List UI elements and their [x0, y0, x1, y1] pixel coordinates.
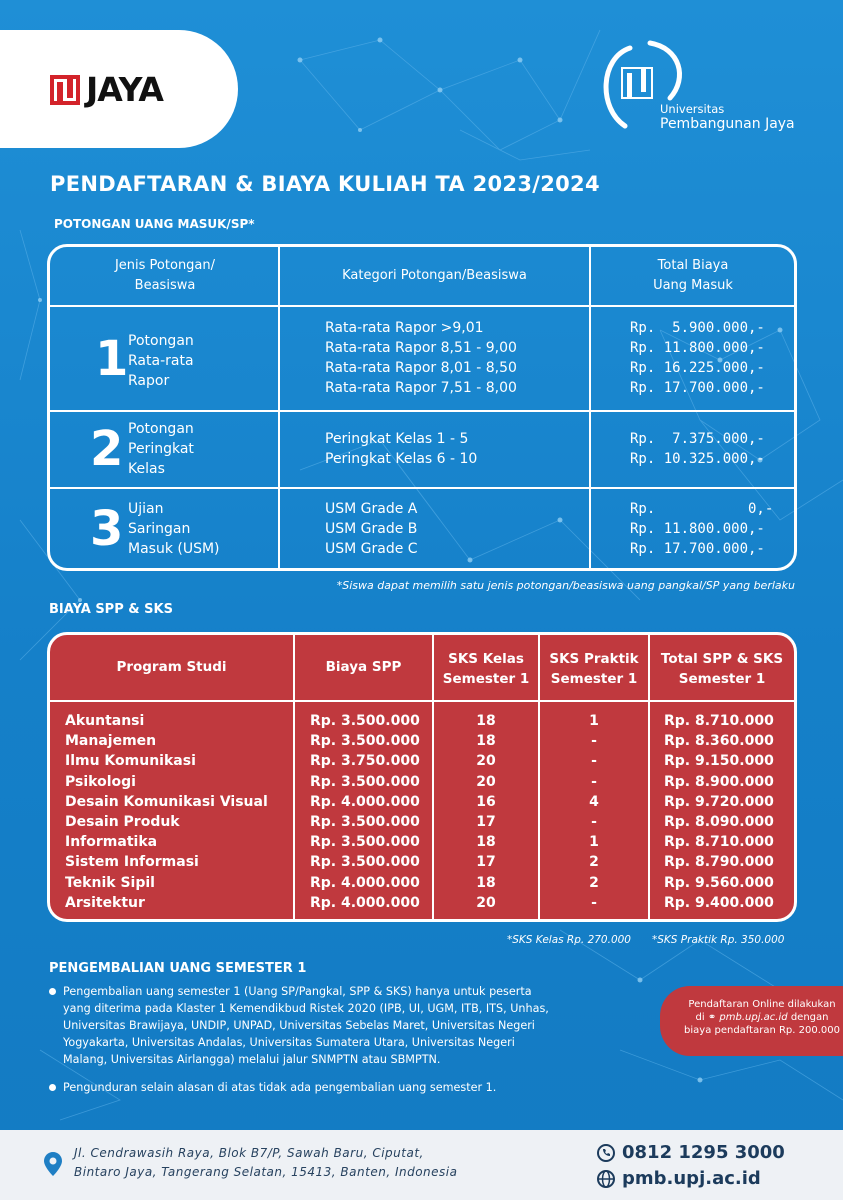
biaya-cell: Rp. 4.000.000: [310, 874, 420, 891]
divider: [278, 247, 280, 568]
header-sks-kelas-line2: Semester 1: [442, 671, 530, 687]
bullet-line: Pengunduran selain alasan di atas tidak ada pengembalian uang semester 1.: [63, 1081, 497, 1094]
total-cell: Rp. 9.150.000: [664, 753, 774, 770]
sks-kelas-column: [434, 711, 538, 913]
bullet-dot-icon: [49, 1084, 56, 1091]
header-total: [650, 649, 794, 689]
prodi-cell: Manajemen: [65, 733, 157, 750]
bullet-item: [49, 983, 549, 1068]
footer: [0, 1130, 843, 1200]
prodi-cell: Teknik Sipil: [65, 874, 155, 891]
sks-praktik-column: [540, 711, 648, 913]
header-sks-kelas-line1: SKS Kelas: [448, 651, 524, 667]
row-label-line: Saringan: [128, 521, 191, 537]
row-label-line: Kelas: [128, 461, 165, 477]
registration-line1: Pendaftaran Online dilakukan: [688, 999, 836, 1010]
header-sks-praktik: [540, 649, 648, 689]
sks-kelas-cell: 20: [476, 753, 496, 770]
bullet-dot-icon: [49, 988, 56, 995]
cost-item: Rp. 10.325.000,-: [630, 451, 765, 467]
sks-kelas-cell: 18: [476, 834, 496, 851]
globe-icon: [596, 1169, 616, 1189]
header-total-line1: Total Biaya: [657, 258, 729, 273]
sks-kelas-cell: 16: [476, 793, 496, 810]
row-number: 3: [90, 501, 124, 557]
pengembalian-heading: PENGEMBALIAN UANG SEMESTER 1: [49, 961, 307, 976]
row-label-line: Peringkat: [128, 441, 194, 457]
upj-line1: Universitas: [660, 102, 725, 116]
row-number: 1: [95, 331, 129, 387]
header-jenis-line2: Beasiswa: [134, 278, 196, 293]
total-cell: Rp. 8.790.000: [664, 854, 774, 871]
upj-logo-text: [660, 102, 795, 132]
bullet-line: yang diterima pada Klaster 1 Kemendikbud Ristek 2020 (IPB, UI, UGM, ITB, ITS, Unhas,: [63, 1002, 549, 1015]
cost-item: Rp. 11.800.000,-: [630, 340, 765, 356]
prodi-cell: Desain Komunikasi Visual: [65, 793, 268, 810]
prodi-cell: Psikologi: [65, 773, 136, 790]
divider: [293, 635, 295, 919]
total-cell: Rp. 8.090.000: [664, 814, 774, 831]
header-total-line1: Total SPP & SKS: [660, 651, 784, 667]
page-title: PENDAFTARAN & BIAYA KULIAH TA 2023/2024: [50, 172, 600, 196]
total-cell: Rp. 8.900.000: [664, 773, 774, 790]
sks-kelas-note: *SKS Kelas Rp. 270.000: [507, 934, 631, 946]
category-item: Rata-rata Rapor >9,01: [325, 320, 484, 336]
sks-kelas-cell: 20: [476, 773, 496, 790]
jaya-mark-icon: [50, 75, 80, 105]
registration-line2: [682, 1011, 842, 1024]
prodi-column: [65, 711, 268, 913]
cost-item: Rp. 17.700.000,-: [630, 380, 765, 396]
category-item: Rata-rata Rapor 8,51 - 9,00: [325, 340, 517, 356]
potongan-table: [47, 244, 797, 571]
biaya-cell: Rp. 3.500.000: [310, 854, 420, 871]
biaya-cell: Rp. 3.500.000: [310, 733, 420, 750]
header-total-line2: Uang Masuk: [653, 278, 733, 293]
total-cell: Rp. 9.560.000: [664, 874, 774, 891]
row-number: 2: [90, 421, 124, 477]
sks-praktik-cell: -: [591, 894, 597, 911]
spp-heading: BIAYA SPP & SKS: [49, 602, 173, 617]
sks-praktik-cell: 4: [589, 793, 599, 810]
sks-kelas-cell: 18: [476, 733, 496, 750]
row-label-line: Potongan: [128, 421, 194, 437]
header-sks-kelas: [434, 649, 538, 689]
header-jenis-line1: Jenis Potongan/: [114, 258, 216, 273]
biaya-cell: Rp. 4.000.000: [310, 793, 420, 810]
row-costs: [630, 318, 770, 398]
registration-post: dengan: [790, 1012, 829, 1023]
bullet-item: [49, 1079, 496, 1096]
jaya-logo-word: JAYA: [86, 70, 163, 109]
total-cell: Rp. 8.360.000: [664, 733, 774, 750]
sks-kelas-cell: 18: [476, 713, 496, 729]
divider: [589, 247, 591, 568]
header-sks-praktik-line1: SKS Praktik: [549, 651, 639, 667]
category-item: Rata-rata Rapor 8,01 - 8,50: [325, 360, 517, 376]
sks-praktik-cell: 2: [589, 854, 599, 871]
row-categories: [325, 499, 418, 559]
phone-row: [596, 1140, 785, 1166]
spp-table: [47, 632, 797, 922]
jaya-logo: [50, 72, 163, 108]
registration-badge: [660, 986, 843, 1056]
total-column: [664, 711, 774, 913]
row-label: [128, 419, 194, 479]
category-item: USM Grade C: [325, 541, 418, 557]
bullet-line: Pengembalian uang semester 1 (Uang SP/Pangkal, SPP & SKS) hanya untuk peserta: [63, 985, 532, 998]
category-item: USM Grade B: [325, 521, 418, 537]
footer-contact: [596, 1140, 785, 1192]
sks-praktik-cell: -: [591, 753, 597, 770]
header-kategori: Kategori Potongan/Beasiswa: [342, 268, 527, 283]
biaya-column: [310, 711, 420, 913]
header-total: [593, 256, 793, 296]
category-item: Peringkat Kelas 1 - 5: [325, 431, 469, 447]
prodi-cell: Akuntansi: [65, 713, 145, 729]
row-costs: [630, 429, 770, 469]
biaya-cell: Rp. 3.500.000: [310, 814, 420, 831]
sks-praktik-cell: 1: [589, 713, 599, 729]
bullet-line: Yogyakarta, Universitas Andalas, Universitas Sumatera Utara, Universitas Negeri: [63, 1036, 515, 1049]
row-categories: [325, 318, 517, 398]
row-categories: [325, 429, 477, 469]
sks-praktik-cell: -: [591, 773, 597, 790]
header-total-line2: Semester 1: [678, 671, 766, 687]
sks-praktik-cell: 2: [589, 874, 599, 891]
divider: [50, 700, 794, 702]
row-costs: [630, 499, 774, 559]
category-item: USM Grade A: [325, 501, 418, 517]
category-item: Rata-rata Rapor 7,51 - 8,00: [325, 380, 517, 396]
divider: [50, 487, 794, 489]
prodi-cell: Desain Produk: [65, 814, 180, 831]
footer-website-link[interactable]: pmb.upj.ac.id: [622, 1168, 761, 1189]
category-item: Peringkat Kelas 6 - 10: [325, 451, 478, 467]
row-label-line: Potongan: [128, 333, 194, 349]
total-cell: Rp. 9.400.000: [664, 894, 774, 911]
biaya-cell: Rp. 4.000.000: [310, 894, 420, 911]
whatsapp-icon: [596, 1143, 616, 1163]
registration-site-link[interactable]: pmb.upj.ac.id: [719, 1012, 788, 1023]
address-line2: Bintaro Jaya, Tangerang Selatan, 15413, Banten, Indonesia: [74, 1165, 458, 1179]
row-label-line: Ujian: [128, 501, 164, 517]
address-line1: Jl. Cendrawasih Raya, Blok B7/P, Sawah Baru, Ciputat,: [74, 1146, 424, 1160]
row-label-line: Masuk (USM): [128, 541, 220, 557]
footer-phone-link[interactable]: 0812 1295 3000: [622, 1142, 785, 1163]
biaya-cell: Rp. 3.500.000: [310, 713, 420, 729]
prodi-cell: Arsitektur: [65, 894, 145, 911]
sks-kelas-cell: 18: [476, 874, 496, 891]
bullet-line: Universitas Brawijaya, UNDIP, UNPAD, Universitas Sebelas Maret, Universitas Negeri: [63, 1019, 535, 1032]
header-prodi: Program Studi: [116, 659, 227, 675]
potongan-heading: POTONGAN UANG MASUK/SP*: [54, 217, 255, 231]
biaya-cell: Rp. 3.500.000: [310, 773, 420, 790]
header-jenis: [60, 256, 270, 296]
row-label: [128, 499, 220, 559]
sks-praktik-cell: -: [591, 814, 597, 831]
sks-praktik-cell: 1: [589, 834, 599, 851]
header-biaya: Biaya SPP: [325, 659, 402, 675]
total-cell: Rp. 8.710.000: [664, 834, 774, 851]
footer-address: [74, 1144, 457, 1182]
registration-pre: di: [695, 1012, 705, 1023]
location-pin-icon: [44, 1152, 62, 1176]
cost-item: Rp. 5.900.000,-: [630, 320, 765, 336]
divider: [50, 410, 794, 412]
potongan-note: *Siswa dapat memilih satu jenis potongan/beasiswa uang pangkal/SP yang berlaku: [336, 579, 795, 592]
sks-kelas-cell: 17: [476, 814, 496, 831]
prodi-cell: Informatika: [65, 834, 158, 851]
cost-item: Rp. 7.375.000,-: [630, 431, 765, 447]
cost-item: Rp. 17.700.000,-: [630, 541, 765, 557]
cost-item: Rp. 0,-: [630, 501, 774, 517]
divider: [50, 305, 794, 307]
header-sks-praktik-line2: Semester 1: [550, 671, 638, 687]
globe-icon: ⚭: [707, 1012, 717, 1023]
row-label-line: Rapor: [128, 373, 170, 389]
sks-praktik-note: *SKS Praktik Rp. 350.000: [652, 934, 785, 946]
row-label: [128, 331, 194, 391]
total-cell: Rp. 9.720.000: [664, 793, 774, 810]
sks-praktik-cell: -: [591, 733, 597, 750]
registration-line3: biaya pendaftaran Rp. 200.000: [684, 1025, 840, 1036]
cost-item: Rp. 16.225.000,-: [630, 360, 765, 376]
upj-line2: Pembangunan Jaya: [660, 116, 795, 132]
row-label-line: Rata-rata: [128, 353, 194, 369]
prodi-cell: Sistem Informasi: [65, 854, 199, 871]
total-cell: Rp. 8.710.000: [664, 713, 774, 729]
prodi-cell: Ilmu Komunikasi: [65, 753, 196, 770]
cost-item: Rp. 11.800.000,-: [630, 521, 765, 537]
biaya-cell: Rp. 3.500.000: [310, 834, 420, 851]
website-row: [596, 1166, 785, 1192]
sks-kelas-cell: 17: [476, 854, 496, 871]
bullet-line: Malang, Universitas Airlangga) melalui jalur SNMPTN atau SBMPTN.: [63, 1053, 441, 1066]
sks-kelas-cell: 20: [476, 894, 496, 911]
biaya-cell: Rp. 3.750.000: [310, 753, 420, 770]
